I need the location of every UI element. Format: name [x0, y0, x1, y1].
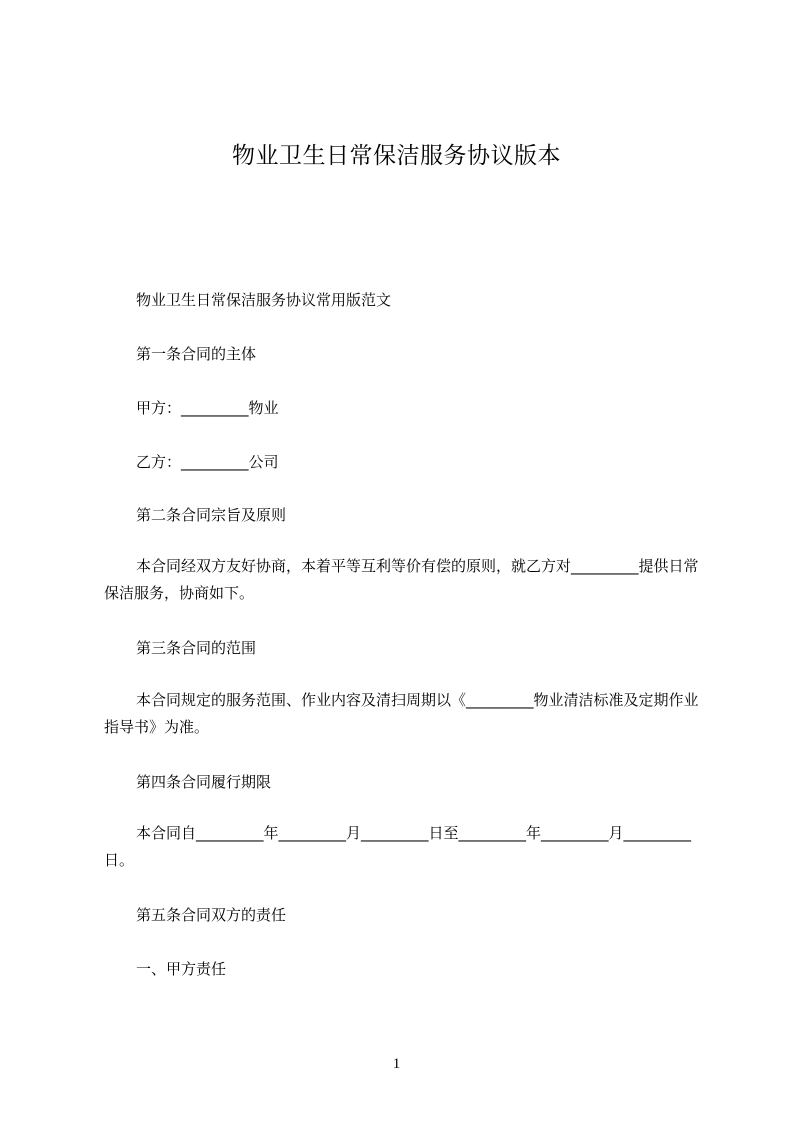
- article-1-heading: 第一条合同的主体: [136, 345, 257, 363]
- article-2-body: 本合同经双方友好协商，本着平等互利等价有偿的原则，就乙方对_________提供日常保洁服务，协商如下。: [104, 557, 699, 602]
- party-a-line: 甲方：_________物业: [136, 399, 279, 417]
- page-number: 1: [392, 1056, 401, 1072]
- article-2-heading: 第二条合同宗旨及原则: [136, 506, 287, 524]
- document-title: 物业卫生日常保洁服务协议版本: [232, 143, 561, 169]
- article-3-body: 本合同规定的服务范围、作业内容及清扫周期以《_________物业清洁标准及定期作业指导书》为准。: [104, 691, 699, 736]
- document-subtitle: 物业卫生日常保洁服务协议常用版范文: [136, 291, 392, 309]
- section-1-heading: 一、甲方责任: [136, 960, 227, 978]
- party-b-line: 乙方：_________公司: [136, 453, 279, 471]
- article-5-heading: 第五条合同双方的责任: [136, 906, 287, 924]
- article-3-heading: 第三条合同的范围: [136, 639, 257, 657]
- article-4-heading: 第四条合同履行期限: [136, 773, 272, 791]
- article-4-body: 本合同自_________年_________月_________日至_________年_________月_________日。: [104, 824, 692, 869]
